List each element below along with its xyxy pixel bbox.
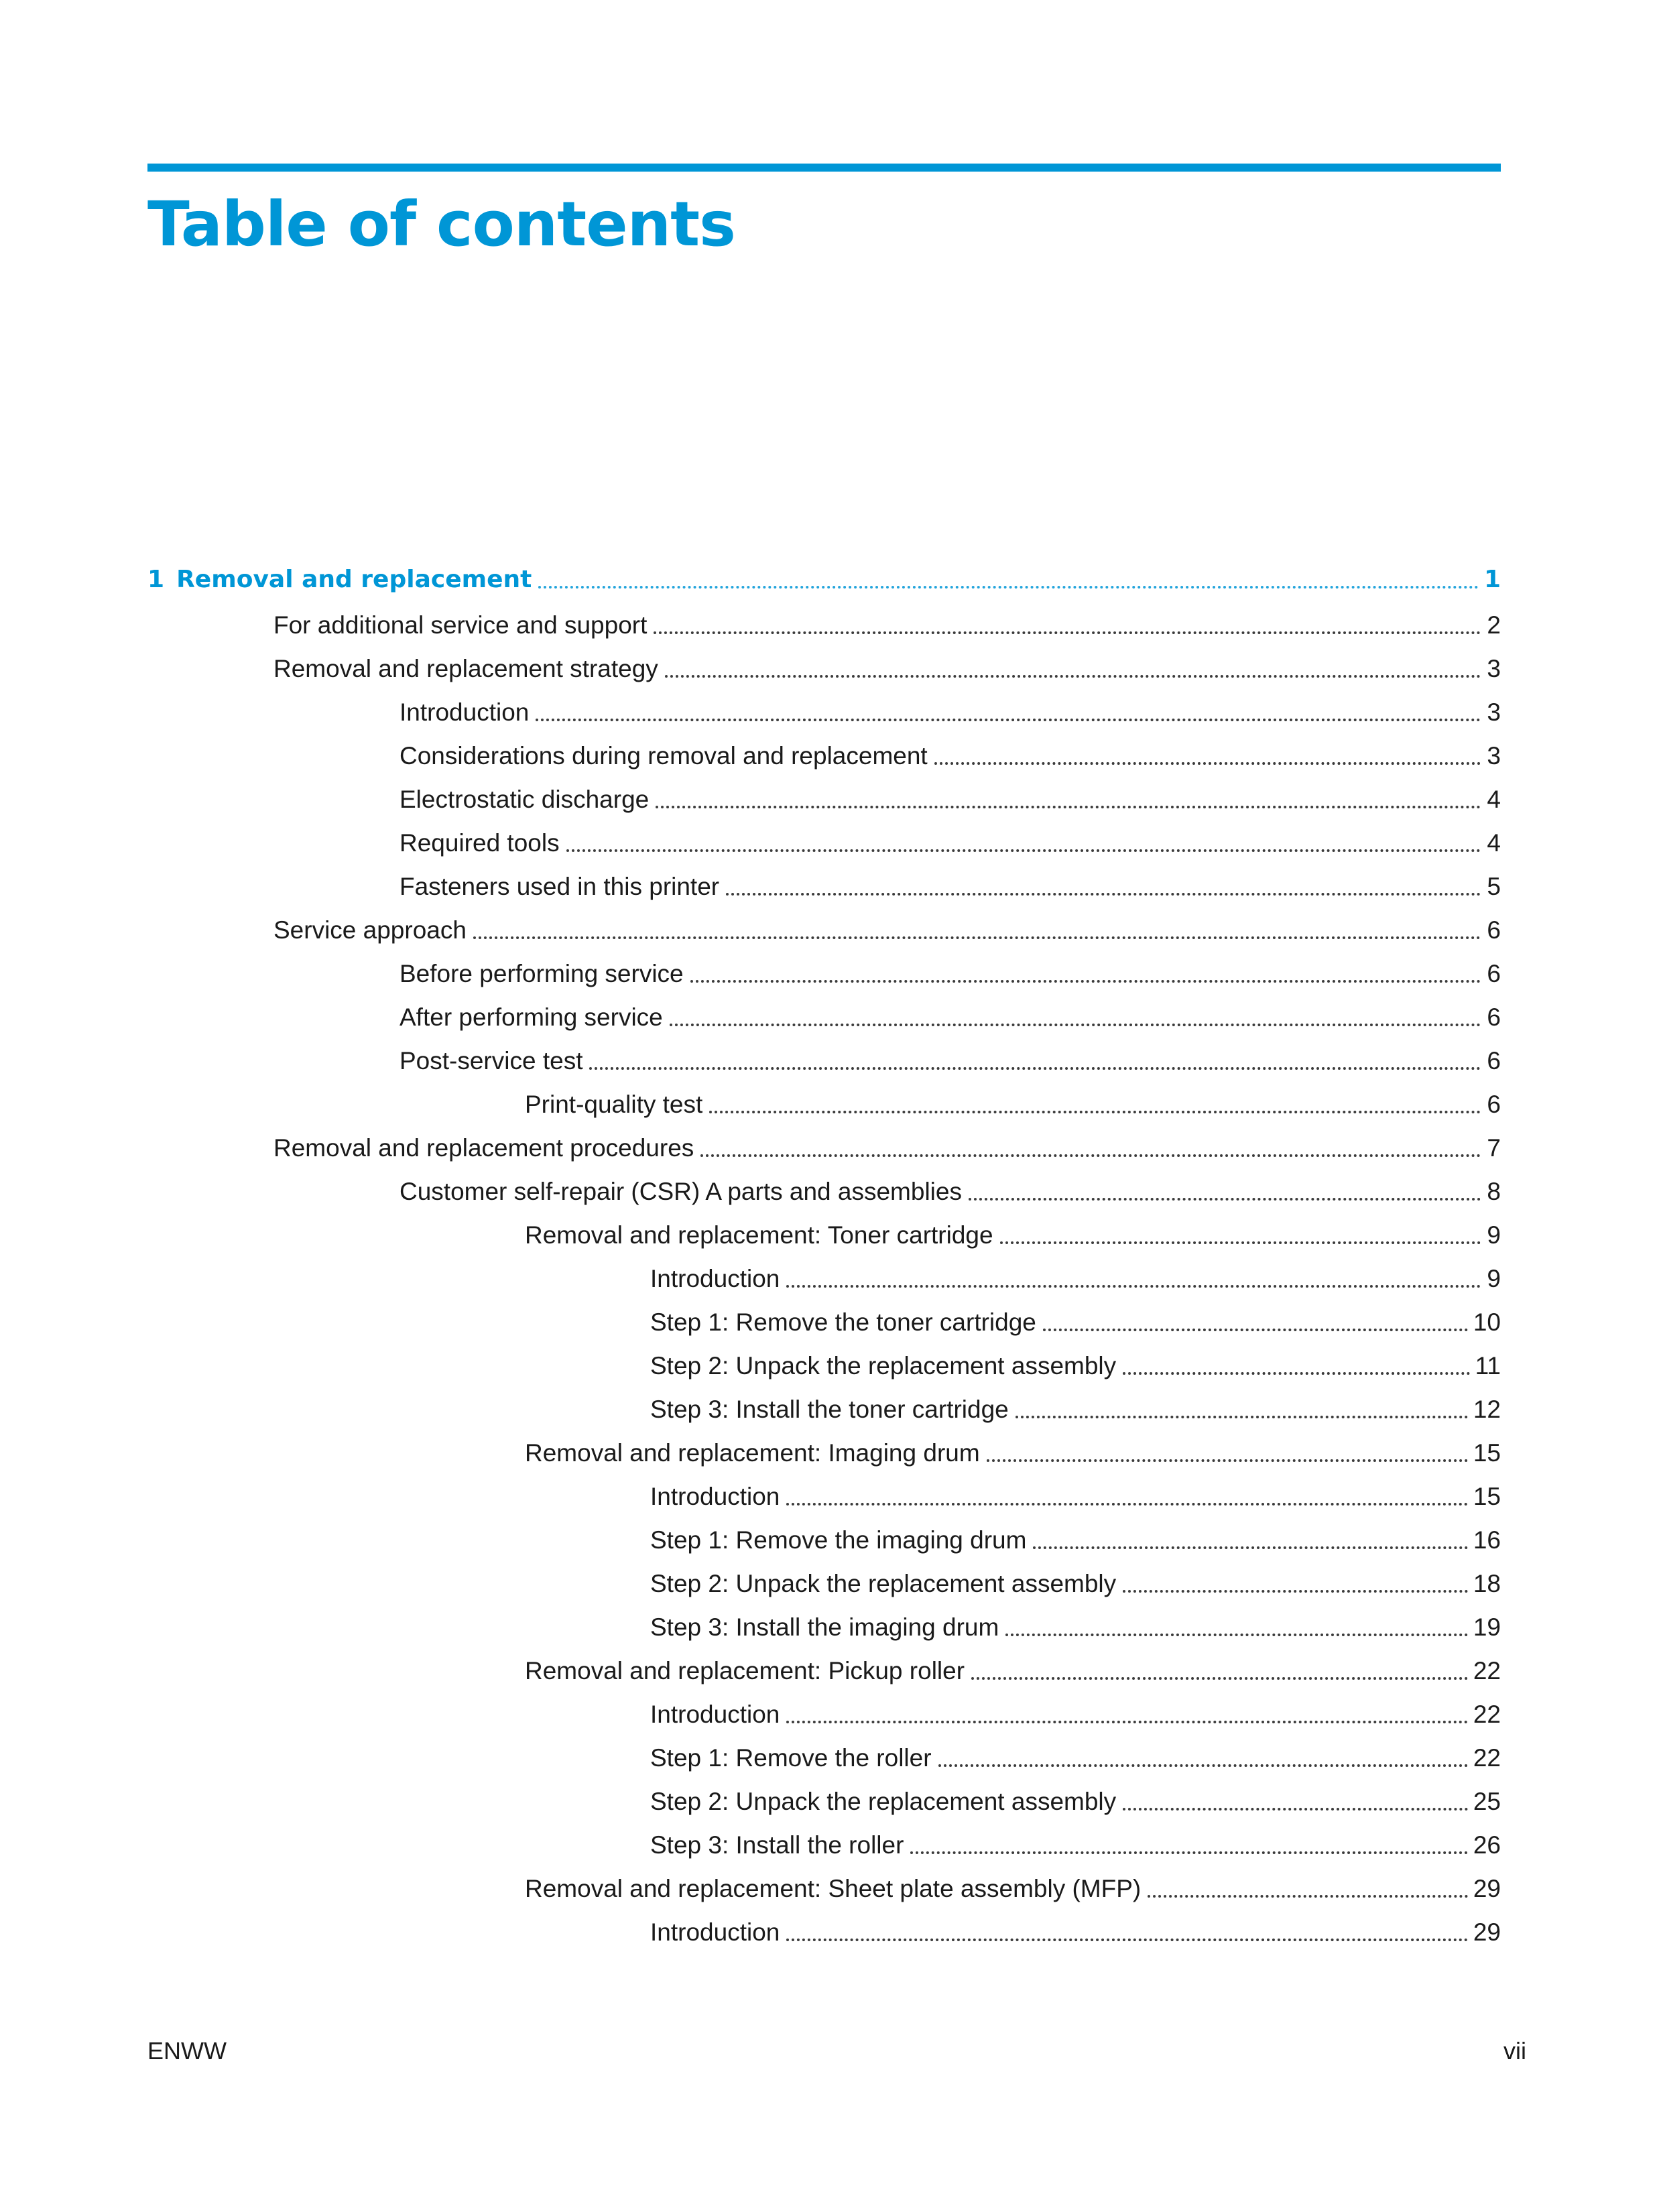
toc-entry[interactable] bbox=[650, 1304, 1501, 1338]
toc-entry-label: Print-quality test bbox=[525, 1091, 703, 1118]
toc-page-number: 6 bbox=[1487, 960, 1501, 987]
dot-leader bbox=[1000, 1241, 1481, 1244]
toc-entry[interactable] bbox=[650, 1522, 1501, 1556]
toc-page-number: 5 bbox=[1487, 873, 1501, 900]
toc-entry-label: Introduction bbox=[650, 1483, 780, 1510]
toc-entry-label: Removal and replacement: Toner cartridge bbox=[525, 1221, 993, 1249]
toc-page-number: 3 bbox=[1487, 742, 1501, 770]
toc-page-number: 29 bbox=[1473, 1918, 1501, 1946]
toc-page-number: 22 bbox=[1473, 1744, 1501, 1772]
dot-leader bbox=[566, 849, 1481, 852]
toc-entry[interactable] bbox=[525, 1087, 1501, 1120]
dot-leader bbox=[726, 893, 1481, 896]
dot-leader bbox=[1123, 1808, 1468, 1810]
toc-entry[interactable] bbox=[273, 1130, 1501, 1164]
dot-leader bbox=[670, 1024, 1481, 1026]
dot-leader bbox=[1123, 1590, 1468, 1593]
dot-leader bbox=[1123, 1372, 1469, 1375]
footer-doc-code: ENWW bbox=[147, 2037, 227, 2065]
chapter-number: 1 bbox=[147, 566, 165, 593]
toc-entry[interactable] bbox=[650, 1784, 1501, 1817]
toc-entry-label: Fasteners used in this printer bbox=[399, 873, 720, 900]
toc-entry-label: Step 1: Remove the roller bbox=[650, 1744, 932, 1772]
toc-entry[interactable] bbox=[399, 999, 1501, 1033]
toc-entry-label: Introduction bbox=[650, 1701, 780, 1728]
toc-entry[interactable] bbox=[273, 607, 1501, 641]
dot-leader bbox=[934, 762, 1481, 765]
toc-page-number: 1 bbox=[1483, 566, 1501, 593]
dot-leader bbox=[786, 1285, 1481, 1288]
toc-page-number: 3 bbox=[1487, 698, 1501, 726]
dot-leader bbox=[690, 980, 1481, 983]
toc-entry-label: Customer self-repair (CSR) A parts and assemblies bbox=[399, 1178, 962, 1205]
toc-page-number: 15 bbox=[1473, 1483, 1501, 1510]
toc-entry-label: Service approach bbox=[273, 916, 467, 944]
dot-leader bbox=[1033, 1546, 1467, 1549]
toc-page-number: 9 bbox=[1487, 1221, 1501, 1249]
toc-page-number: 15 bbox=[1473, 1439, 1501, 1467]
toc-entry-label: Introduction bbox=[399, 698, 530, 726]
toc-entry[interactable] bbox=[273, 651, 1501, 684]
toc-entry-label: Considerations during removal and replacement bbox=[399, 742, 928, 770]
toc-entry-label: Step 2: Unpack the replacement assembly bbox=[650, 1570, 1117, 1597]
toc-entry[interactable] bbox=[525, 1653, 1501, 1686]
toc-page-number: 18 bbox=[1473, 1570, 1501, 1597]
toc-entry[interactable] bbox=[650, 1392, 1501, 1425]
toc-entry[interactable] bbox=[650, 1740, 1501, 1774]
dot-leader bbox=[1148, 1895, 1468, 1898]
toc-entry[interactable] bbox=[399, 782, 1501, 815]
toc-page-number: 4 bbox=[1487, 829, 1501, 857]
toc-entry-label: Before performing service bbox=[399, 960, 684, 987]
toc-entry[interactable] bbox=[399, 825, 1501, 859]
toc-entry-label: Introduction bbox=[650, 1265, 780, 1292]
page-title: Table of contents bbox=[147, 188, 735, 260]
toc-chapter-entry[interactable] bbox=[147, 562, 1501, 595]
dot-leader bbox=[665, 675, 1481, 678]
toc-entry[interactable] bbox=[273, 912, 1501, 946]
toc-entry-label: Removal and replacement procedures bbox=[273, 1134, 694, 1162]
dot-leader bbox=[1043, 1329, 1468, 1331]
dot-leader bbox=[589, 1067, 1481, 1070]
dot-leader bbox=[656, 806, 1481, 808]
dot-leader bbox=[1005, 1634, 1468, 1636]
toc-page-number: 11 bbox=[1475, 1352, 1501, 1379]
toc-page-number: 4 bbox=[1487, 786, 1501, 813]
toc-page-number: 6 bbox=[1487, 1047, 1501, 1074]
dot-leader bbox=[538, 586, 1479, 589]
toc-entry-label: Removal and replacement: Imaging drum bbox=[525, 1439, 980, 1467]
toc-page-number: 7 bbox=[1487, 1134, 1501, 1162]
dot-leader bbox=[473, 936, 1481, 939]
toc-entry[interactable] bbox=[399, 738, 1501, 772]
dot-leader bbox=[536, 719, 1481, 721]
toc-entry-label: Introduction bbox=[650, 1918, 780, 1946]
toc-page-number: 9 bbox=[1487, 1265, 1501, 1292]
toc-entry-label: Removal and replacement strategy bbox=[273, 655, 658, 682]
dot-leader bbox=[987, 1459, 1468, 1462]
dot-leader bbox=[709, 1111, 1481, 1113]
toc-entry[interactable] bbox=[399, 694, 1501, 728]
toc-entry-label: Step 2: Unpack the replacement assembly bbox=[650, 1352, 1117, 1379]
toc-page-number: 8 bbox=[1487, 1178, 1501, 1205]
dot-leader bbox=[700, 1154, 1481, 1157]
toc-entry-label bbox=[147, 564, 532, 595]
toc-page-number: 25 bbox=[1473, 1788, 1501, 1815]
toc-page-number: 3 bbox=[1487, 655, 1501, 682]
toc-entry-label: For additional service and support bbox=[273, 611, 648, 639]
toc-entry[interactable] bbox=[650, 1566, 1501, 1599]
dot-leader bbox=[786, 1939, 1467, 1941]
toc-entry-label: Step 1: Remove the toner cartridge bbox=[650, 1308, 1036, 1336]
toc-entry[interactable] bbox=[650, 1827, 1501, 1861]
toc-page-number: 26 bbox=[1473, 1831, 1501, 1859]
toc-entry[interactable] bbox=[399, 956, 1501, 989]
toc-entry-label: Step 3: Install the imaging drum bbox=[650, 1613, 999, 1641]
toc-entry[interactable] bbox=[650, 1914, 1501, 1948]
toc-entry-label: Step 3: Install the roller bbox=[650, 1831, 904, 1859]
toc-entry-label: After performing service bbox=[399, 1003, 663, 1031]
toc-entry-label: Step 3: Install the toner cartridge bbox=[650, 1396, 1009, 1423]
toc-entry[interactable] bbox=[650, 1479, 1501, 1512]
toc-entry-label: Post-service test bbox=[399, 1047, 583, 1074]
dot-leader bbox=[971, 1677, 1468, 1680]
dot-leader bbox=[786, 1503, 1467, 1506]
toc-page-number: 29 bbox=[1473, 1875, 1501, 1902]
toc-page-number: 6 bbox=[1487, 1091, 1501, 1118]
toc-entry[interactable] bbox=[399, 1043, 1501, 1077]
toc-page-number: 19 bbox=[1473, 1613, 1501, 1641]
toc-page-number: 2 bbox=[1487, 611, 1501, 639]
toc-page-number: 22 bbox=[1473, 1657, 1501, 1684]
dot-leader bbox=[910, 1851, 1467, 1854]
toc-entry-label: Removal and replacement: Sheet plate assembly (MFP) bbox=[525, 1875, 1142, 1902]
toc-page-number: 6 bbox=[1487, 916, 1501, 944]
dot-leader bbox=[786, 1721, 1467, 1723]
toc-page-number: 10 bbox=[1473, 1308, 1501, 1336]
toc-entry[interactable] bbox=[525, 1871, 1501, 1904]
toc-entry-label: Step 2: Unpack the replacement assembly bbox=[650, 1788, 1117, 1815]
dot-leader bbox=[969, 1198, 1481, 1201]
toc-entry-label: Removal and replacement: Pickup roller bbox=[525, 1657, 965, 1684]
toc-entry[interactable] bbox=[650, 1261, 1501, 1294]
toc-page-number: 6 bbox=[1487, 1003, 1501, 1031]
toc-entry[interactable] bbox=[650, 1609, 1501, 1643]
toc-entry[interactable] bbox=[399, 869, 1501, 902]
toc-entry-label: Step 1: Remove the imaging drum bbox=[650, 1526, 1027, 1554]
toc-entry[interactable] bbox=[525, 1217, 1501, 1251]
footer-page-number: vii bbox=[1503, 2037, 1526, 2065]
toc-entry[interactable] bbox=[525, 1435, 1501, 1469]
toc-page-number: 22 bbox=[1473, 1701, 1501, 1728]
toc-page-number: 12 bbox=[1473, 1396, 1501, 1423]
toc-entry[interactable] bbox=[650, 1348, 1501, 1381]
chapter-title: Removal and replacement bbox=[176, 566, 532, 593]
dot-leader bbox=[1016, 1416, 1468, 1418]
toc-entry[interactable] bbox=[399, 1174, 1501, 1207]
toc-entry-label: Required tools bbox=[399, 829, 560, 857]
dot-leader bbox=[654, 631, 1481, 634]
title-rule bbox=[147, 164, 1501, 172]
toc-entry[interactable] bbox=[650, 1697, 1501, 1730]
dot-leader bbox=[938, 1764, 1468, 1767]
toc-entry-label: Electrostatic discharge bbox=[399, 786, 650, 813]
toc-page-number: 16 bbox=[1473, 1526, 1501, 1554]
